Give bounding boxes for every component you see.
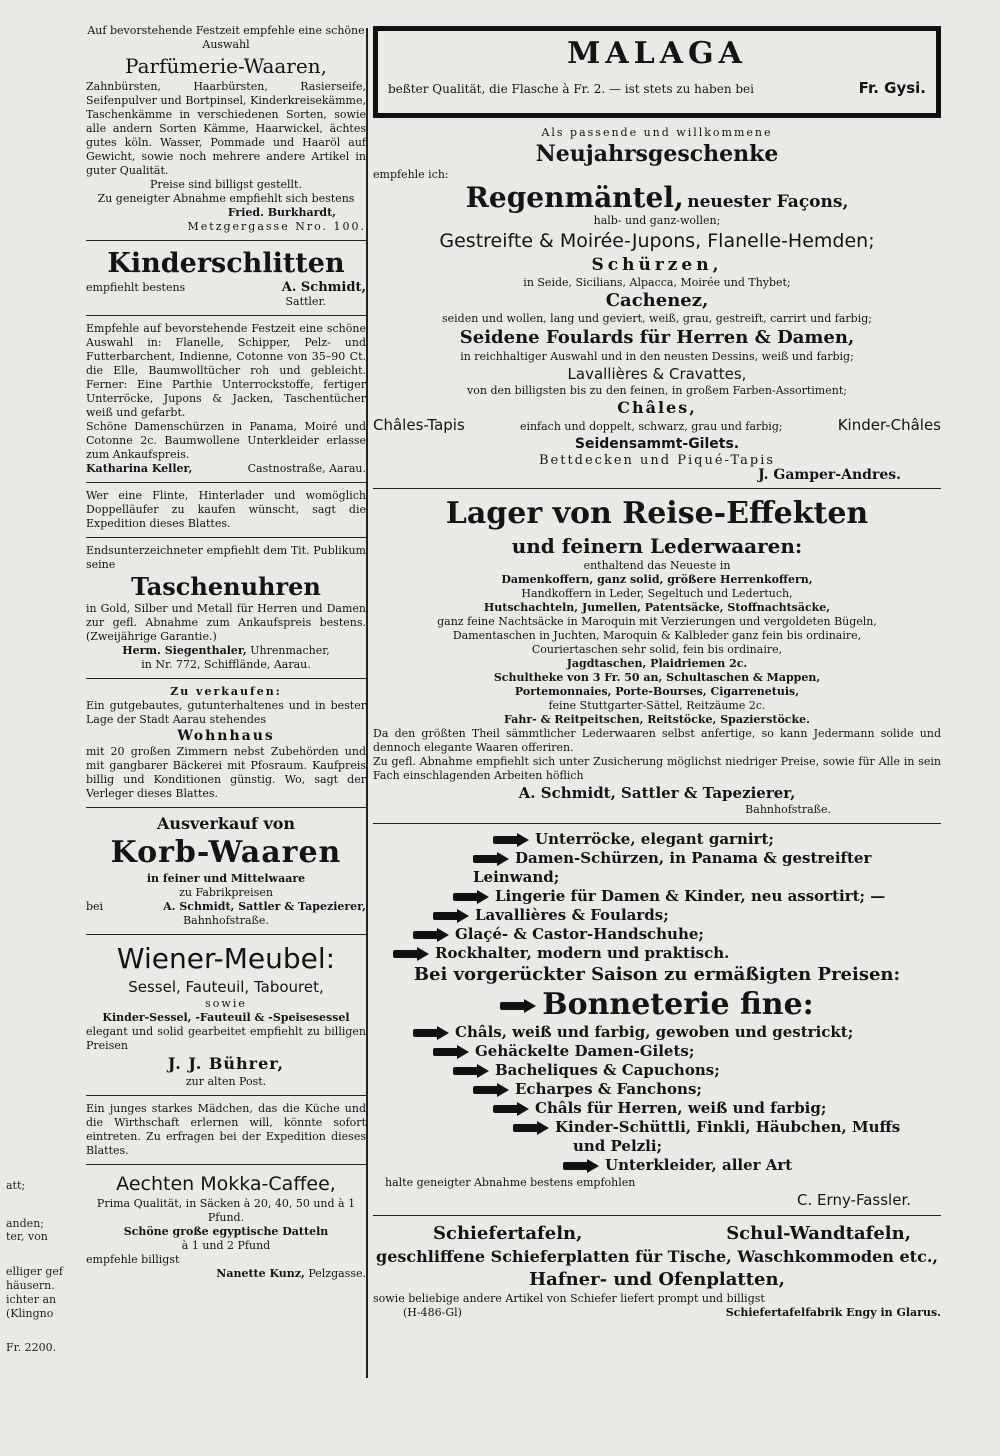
advertiser-address: Bahnhofstraße. (745, 803, 831, 816)
pointing-hand-icon (513, 1121, 551, 1135)
list-item (373, 944, 941, 963)
item-list (373, 830, 941, 963)
ad-line: geschliffene Schieferplatten für Tische, Waschkommoden etc., (376, 1247, 938, 1266)
advertiser-name: Fried. Burkhardt, (227, 206, 336, 219)
pointing-hand-icon (473, 1083, 511, 1097)
ad-subtitle: und feinern Lederwaaren: (511, 534, 803, 558)
pointing-hand-icon (453, 1064, 491, 1078)
ad-heading: Zu verkaufen: (170, 685, 282, 698)
list-item-label: Damen-Schürzen, in Panama & gestreifter Leinwand; (473, 849, 872, 886)
divider (86, 807, 366, 808)
ad-intro: Endsunterzeichneter empfiehlt dem Tit. Publikum seine (86, 544, 366, 571)
advertiser-address: Bahnhofstraße. (183, 914, 269, 927)
margin-fragment: Fr. 2200. (6, 1341, 57, 1354)
ad-intro: Auf bevorstehende Festzeit empfehle eine schöne Auswahl (87, 24, 365, 51)
list-item-label: Lingerie für Damen & Kinder, neu assortirt; — (495, 887, 886, 905)
ad-title: Kinderschlitten (107, 248, 345, 279)
ad-line: sowie beliebige andere Artikel von Schiefer liefert prompt und billigst (373, 1292, 765, 1305)
ad-closing: Zu geneigter Abnahme empfiehlt sich bestens (97, 192, 355, 205)
ad-wiener-meubel (86, 941, 366, 1089)
list-item (373, 1023, 941, 1042)
ad-tag: Châles-Tapis (373, 416, 465, 434)
divider (86, 315, 366, 316)
ad-item: Bettdecken und Piqué-Tapis (538, 453, 776, 468)
list-item: feine Stuttgarter-Sättel, Reitzäume 2c. (548, 699, 766, 712)
ad-parfumerie (86, 24, 366, 234)
advertiser-address: Castnostraße, Aarau. (247, 462, 366, 475)
advertiser-name: C. Erny-Fassler. (797, 1191, 911, 1209)
list-item (373, 1118, 941, 1137)
list-item-label: Rockhalter, modern und praktisch. (435, 944, 730, 962)
advertiser-name: A. Schmidt, Sattler & Tapezierer, (518, 784, 796, 802)
pointing-hand-icon (500, 999, 538, 1013)
ad-flinte (86, 489, 366, 531)
ad-malaga (373, 26, 941, 118)
divider (86, 934, 366, 935)
ad-item-sub: halb- und ganz-wollen; (593, 214, 721, 227)
list-item (373, 830, 941, 849)
list-item: Schultheke von 3 Fr. 50 an, Schultaschen & Mappen, (493, 671, 821, 684)
pointing-hand-icon (393, 947, 431, 961)
ad-erny-fassler (373, 830, 941, 1209)
list-item-label: und Pelzli; (573, 1137, 663, 1155)
ad-item: Seidene Foulards für Herren & Damen, (459, 327, 855, 348)
ad-item: Gestreifte & Moirée-Jupons, Flanelle-Hemden; (439, 230, 875, 252)
ad-body: Ein junges starkes Mädchen, das die Küche und die Wirthschaft erlernen will, könnte sofort eintreten. Zu erfragen bei der Expedition dieses Blattes. (86, 1102, 366, 1157)
ad-bei: bei (86, 900, 104, 913)
ad-taschenuhren (86, 544, 366, 672)
ad-body-2: mit 20 großen Zimmern nebst Zubehörden und mit gangbarer Bäckerei mit Pfosraum. Kaufpreis billig und Konditionen günstig. Wo, sagt der Verleger dieses Blattes. (86, 745, 366, 800)
ad-item-sub: in Seide, Sicilians, Alpacca, Moirée und Thybet; (523, 276, 791, 289)
ad-intro: Als passende und willkommene (541, 126, 773, 139)
ad-saison: Bei vorgerückter Saison zu ermäßigten Preisen: (413, 964, 901, 985)
margin-fragment: ter, von (6, 1230, 48, 1243)
ad-body: elegant und solid gearbeitet empfiehlt zu billigen Preisen (86, 1025, 366, 1052)
margin-fragment: ichter an (6, 1293, 57, 1306)
advertiser-name: A. Schmidt, Sattler & Tapezierer, (163, 900, 366, 913)
list-item-label: Châls, weiß und farbig, gewoben und gestrickt; (455, 1023, 854, 1041)
list-item-label: Lavallières & Foulards; (475, 906, 669, 924)
list-item (373, 906, 941, 925)
ad-title: Taschenuhren (131, 572, 321, 601)
advertiser-name: J. J. Bührer, (167, 1054, 285, 1073)
list-item (373, 1042, 941, 1061)
divider (373, 488, 941, 489)
advertiser-trade: Pelzgasse. (308, 1267, 366, 1280)
list-item (373, 849, 941, 887)
ad-item: Schürzen, (591, 255, 723, 275)
ad-title: Neujahrsgeschenke (535, 141, 779, 167)
ad-body: Prima Qualität, in Säcken à 20, 40, 50 und à 1 Pfund. (96, 1197, 356, 1224)
divider (86, 1095, 366, 1096)
list-item-label: Kinder-Schüttli, Finkli, Häubchen, Muffs (555, 1118, 901, 1136)
ad-prices: Preise sind billigst gestellt. (150, 178, 302, 191)
advertiser-name: Katharina Keller, (86, 462, 193, 475)
divider (86, 1164, 366, 1165)
advertiser-address: zur alten Post. (185, 1075, 267, 1088)
ad-item: Châles, (617, 398, 697, 417)
ad-item-sub: in reichhaltiger Auswahl und in den neusten Dessins, weiß und farbig; (460, 350, 854, 363)
ad-code: (H-486-Gl) (403, 1306, 462, 1319)
advertiser-name: Nanette Kunz, (216, 1267, 305, 1280)
ad-body: beßter Qualität, die Flasche à Fr. 2. — ist stets zu haben bei (388, 82, 754, 96)
ad-closing: halte geneigter Abnahme bestens empfohlen (385, 1176, 636, 1189)
list-item (373, 1080, 941, 1099)
advertiser-address: Metzgergasse Nro. 100. (187, 220, 366, 233)
ad-text: empfehle ich: (373, 168, 449, 181)
ad-mokka (86, 1171, 366, 1281)
ad-reise-effekten (373, 495, 941, 817)
list-item (373, 1137, 941, 1156)
list-item: Jagdtaschen, Plaidriemen 2c. (566, 657, 748, 670)
divider (86, 482, 366, 483)
ad-line: à 1 und 2 Pfund (181, 1239, 271, 1252)
ad-schiefer (373, 1222, 941, 1320)
ad-item-sub: von den billigsten bis zu den feinen, in großem Farben-Assortiment; (467, 384, 847, 397)
list-item: Couriertaschen sehr solid, fein bis ordinaire, (531, 643, 783, 656)
ad-textiles (86, 322, 366, 476)
ad-intro: Ausverkauf von (156, 814, 296, 833)
ad-neujahrsgeschenke (373, 126, 941, 482)
list-item-label: Glaçé- & Castor-Handschuhe; (455, 925, 704, 943)
list-item-label: Châls für Herren, weiß und farbig; (535, 1099, 827, 1117)
ad-item: Lavallières & Cravattes, (567, 365, 747, 383)
ad-title: Wohnhaus (177, 728, 275, 744)
list-item-label: Bacheliques & Capuchons; (495, 1061, 720, 1079)
margin-fragment: elliger gef (6, 1265, 63, 1278)
ad-wohnhaus (86, 685, 366, 801)
ad-item-sub: seiden und wollen, lang und geviert, weiß, grau, gestreift, carrirt und farbig; (442, 312, 872, 325)
advertiser-trade: Sattler. (285, 295, 326, 308)
ad-title-text: Bonneterie fine: (542, 987, 814, 1022)
advertiser-name: A. Schmidt, (281, 280, 366, 295)
ad-tag: Kinder-Châles (837, 416, 941, 434)
pointing-hand-icon (563, 1159, 601, 1173)
ad-title (373, 987, 941, 1023)
ad-title: Lager von Reise-Effekten (445, 496, 869, 531)
ad-item: neuester Façons, (687, 192, 849, 212)
advertiser-name: Schiefertafelfabrik Engy in Glarus. (725, 1306, 941, 1319)
divider (373, 823, 941, 824)
advertiser-trade: Uhrenmacher, (250, 644, 330, 657)
ad-title: Korb-Waaren (110, 835, 342, 870)
advertiser-name: Fr. Gysi. (858, 79, 926, 97)
pointing-hand-icon (453, 890, 491, 904)
list-item: Handkoffern in Leder, Segeltuch und Ledertuch, (521, 587, 793, 600)
ad-line: Kinder-Sessel, -Fauteuil & -Speisesessel (102, 1011, 350, 1024)
advertiser-name: Herm. Siegenthaler, (122, 644, 247, 657)
pointing-hand-icon (493, 833, 531, 847)
ad-body-2: Schöne Damenschürzen in Panama, Moiré und Cotonne 2c. Baumwollene Unterkleider erlasse zum Ankaufspreis. (86, 420, 366, 461)
ad-intro: enthaltend das Neueste in (583, 559, 731, 572)
ad-item: Cachenez, (605, 290, 709, 311)
pointing-hand-icon (413, 1026, 451, 1040)
ad-title: MALAGA (567, 36, 747, 71)
list-item (373, 1156, 941, 1175)
reise-list (373, 573, 941, 727)
pointing-hand-icon (413, 928, 451, 942)
divider (86, 240, 366, 241)
ad-body-2: Zu gefl. Abnahme empfiehlt sich unter Zusicherung möglichst niedriger Preise, sowie für Alle in sein Fach einschlagenden Arbeiten höflich (373, 755, 941, 782)
ad-sub: in feiner und Mittelwaare (146, 872, 306, 885)
margin-fragment: häusern. (6, 1279, 55, 1292)
list-item (373, 925, 941, 944)
ad-line: Hafner- und Ofenplatten, (529, 1269, 785, 1290)
column-divider (366, 28, 368, 1378)
margin-fragment: att; (6, 1179, 26, 1192)
ad-text: empfiehlt bestens (86, 281, 186, 294)
list-item: ganz feine Nachtsäcke in Maroquin mit Verzierungen und vergoldeten Bügeln, (437, 615, 877, 628)
pointing-hand-icon (493, 1102, 531, 1116)
ad-body: Wer eine Flinte, Hinterlader und womöglich Doppelläufer zu kaufen wünscht, sagt die Expedition dieses Blattes. (86, 489, 366, 530)
ad-item: Schiefertafeln, (433, 1223, 583, 1244)
pointing-hand-icon (473, 852, 511, 866)
advertiser-address: in Nr. 772, Schifflände, Aarau. (141, 658, 311, 671)
ad-title: Aechten Mokka-Caffee, (116, 1173, 336, 1195)
list-item-label: Echarpes & Fanchons; (515, 1080, 702, 1098)
list-item: Damentaschen in Juchten, Maroquin & Kalbleder ganz fein bis ordinaire, (452, 629, 862, 642)
divider (86, 537, 366, 538)
pointing-hand-icon (433, 1045, 471, 1059)
list-item-label: Unterkleider, aller Art (605, 1156, 793, 1174)
list-item: Fahr- & Reitpeitschen, Reitstöcke, Spazierstöcke. (504, 713, 810, 726)
ad-body: in Gold, Silber und Metall für Herren und Damen zur gefl. Abnahme zum Ankaufspreis bestens. (Zweijährige Garantie.) (86, 602, 366, 643)
ad-item: Seidensammt-Gilets. (574, 436, 740, 452)
ad-line: Schöne große egyptische Datteln (123, 1225, 329, 1238)
ad-prices: zu Fabrikpreisen (179, 886, 273, 899)
divider (373, 1215, 941, 1216)
ad-kinderschlitten (86, 247, 366, 309)
ad-maedchen (86, 1102, 366, 1158)
ad-body: Da den größten Theil sämmtlicher Lederwaaren selbst anfertige, so kann Jedermann solide und dennoch elegante Waaren offeriren. (373, 727, 941, 754)
margin-fragment: (Klingno (6, 1307, 54, 1320)
left-column (86, 24, 366, 1281)
ad-line: Sessel, Fauteuil, Tabouret, (128, 978, 324, 996)
ad-item-sub: einfach und doppelt, schwarz, grau und farbig; (519, 420, 783, 433)
list-item-label: Unterröcke, elegant garnirt; (535, 830, 774, 848)
ad-closing: empfehle billigst (86, 1253, 180, 1266)
ad-item: Schul-Wandtafeln, (726, 1223, 911, 1244)
list-item (373, 1061, 941, 1080)
list-item: Damenkoffern, ganz solid, größere Herrenkoffern, (501, 573, 813, 586)
right-column (373, 24, 941, 1320)
list-item-label: Gehäckelte Damen-Gilets; (475, 1042, 695, 1060)
ad-korbwaaren (86, 814, 366, 928)
list-item: Portemonnaies, Porte-Bourses, Cigarrenetuis, (514, 685, 800, 698)
pointing-hand-icon (433, 909, 471, 923)
advertiser-name: J. Gamper-Andres. (758, 467, 901, 483)
item-list-2 (373, 1023, 941, 1175)
ad-body: Empfehle auf bevorstehende Festzeit eine schöne Auswahl in: Flanelle, Schipper, Pelz- und Futterbarchent, Indienne, Cotonne von 35–90 Ct. die Elle, Baumwolltücher roh und gebleicht. Ferner: Eine Parthie Unterrockstoffe, fertiger Unterröcke, Jupons & Jacken, Taschentücher weiß und gefarbt. (86, 322, 366, 419)
margin-fragment: anden; (6, 1217, 44, 1230)
list-item (373, 1099, 941, 1118)
list-item (373, 887, 941, 906)
ad-title: Wiener-Meubel: (116, 942, 336, 975)
ad-item: Regenmäntel, (465, 181, 684, 214)
ad-body: Zahnbürsten, Haarbürsten, Rasierseife, Seifenpulver und Bortpinsel, Kinderkreisekämme, Taschenkämme in verschiedenen Sorten, sowie alle andern Sorten Kämme, Haarwickel, ächtes gutes köln. Wasser, Pommade und Haaröl auf Gewicht, sowie noch mehrere andere Artikel in guter Qualität. (86, 80, 366, 177)
list-item: Hutschachteln, Jumellen, Patentsäcke, Stoffnachtsäcke, (483, 601, 831, 614)
ad-body: Ein gutgebautes, gutunterhaltenes und in bester Lage der Stadt Aarau stehendes (86, 699, 366, 726)
ad-title: Parfümerie-Waaren, (125, 54, 327, 78)
divider (86, 678, 366, 679)
ad-line: sowie (205, 997, 247, 1010)
